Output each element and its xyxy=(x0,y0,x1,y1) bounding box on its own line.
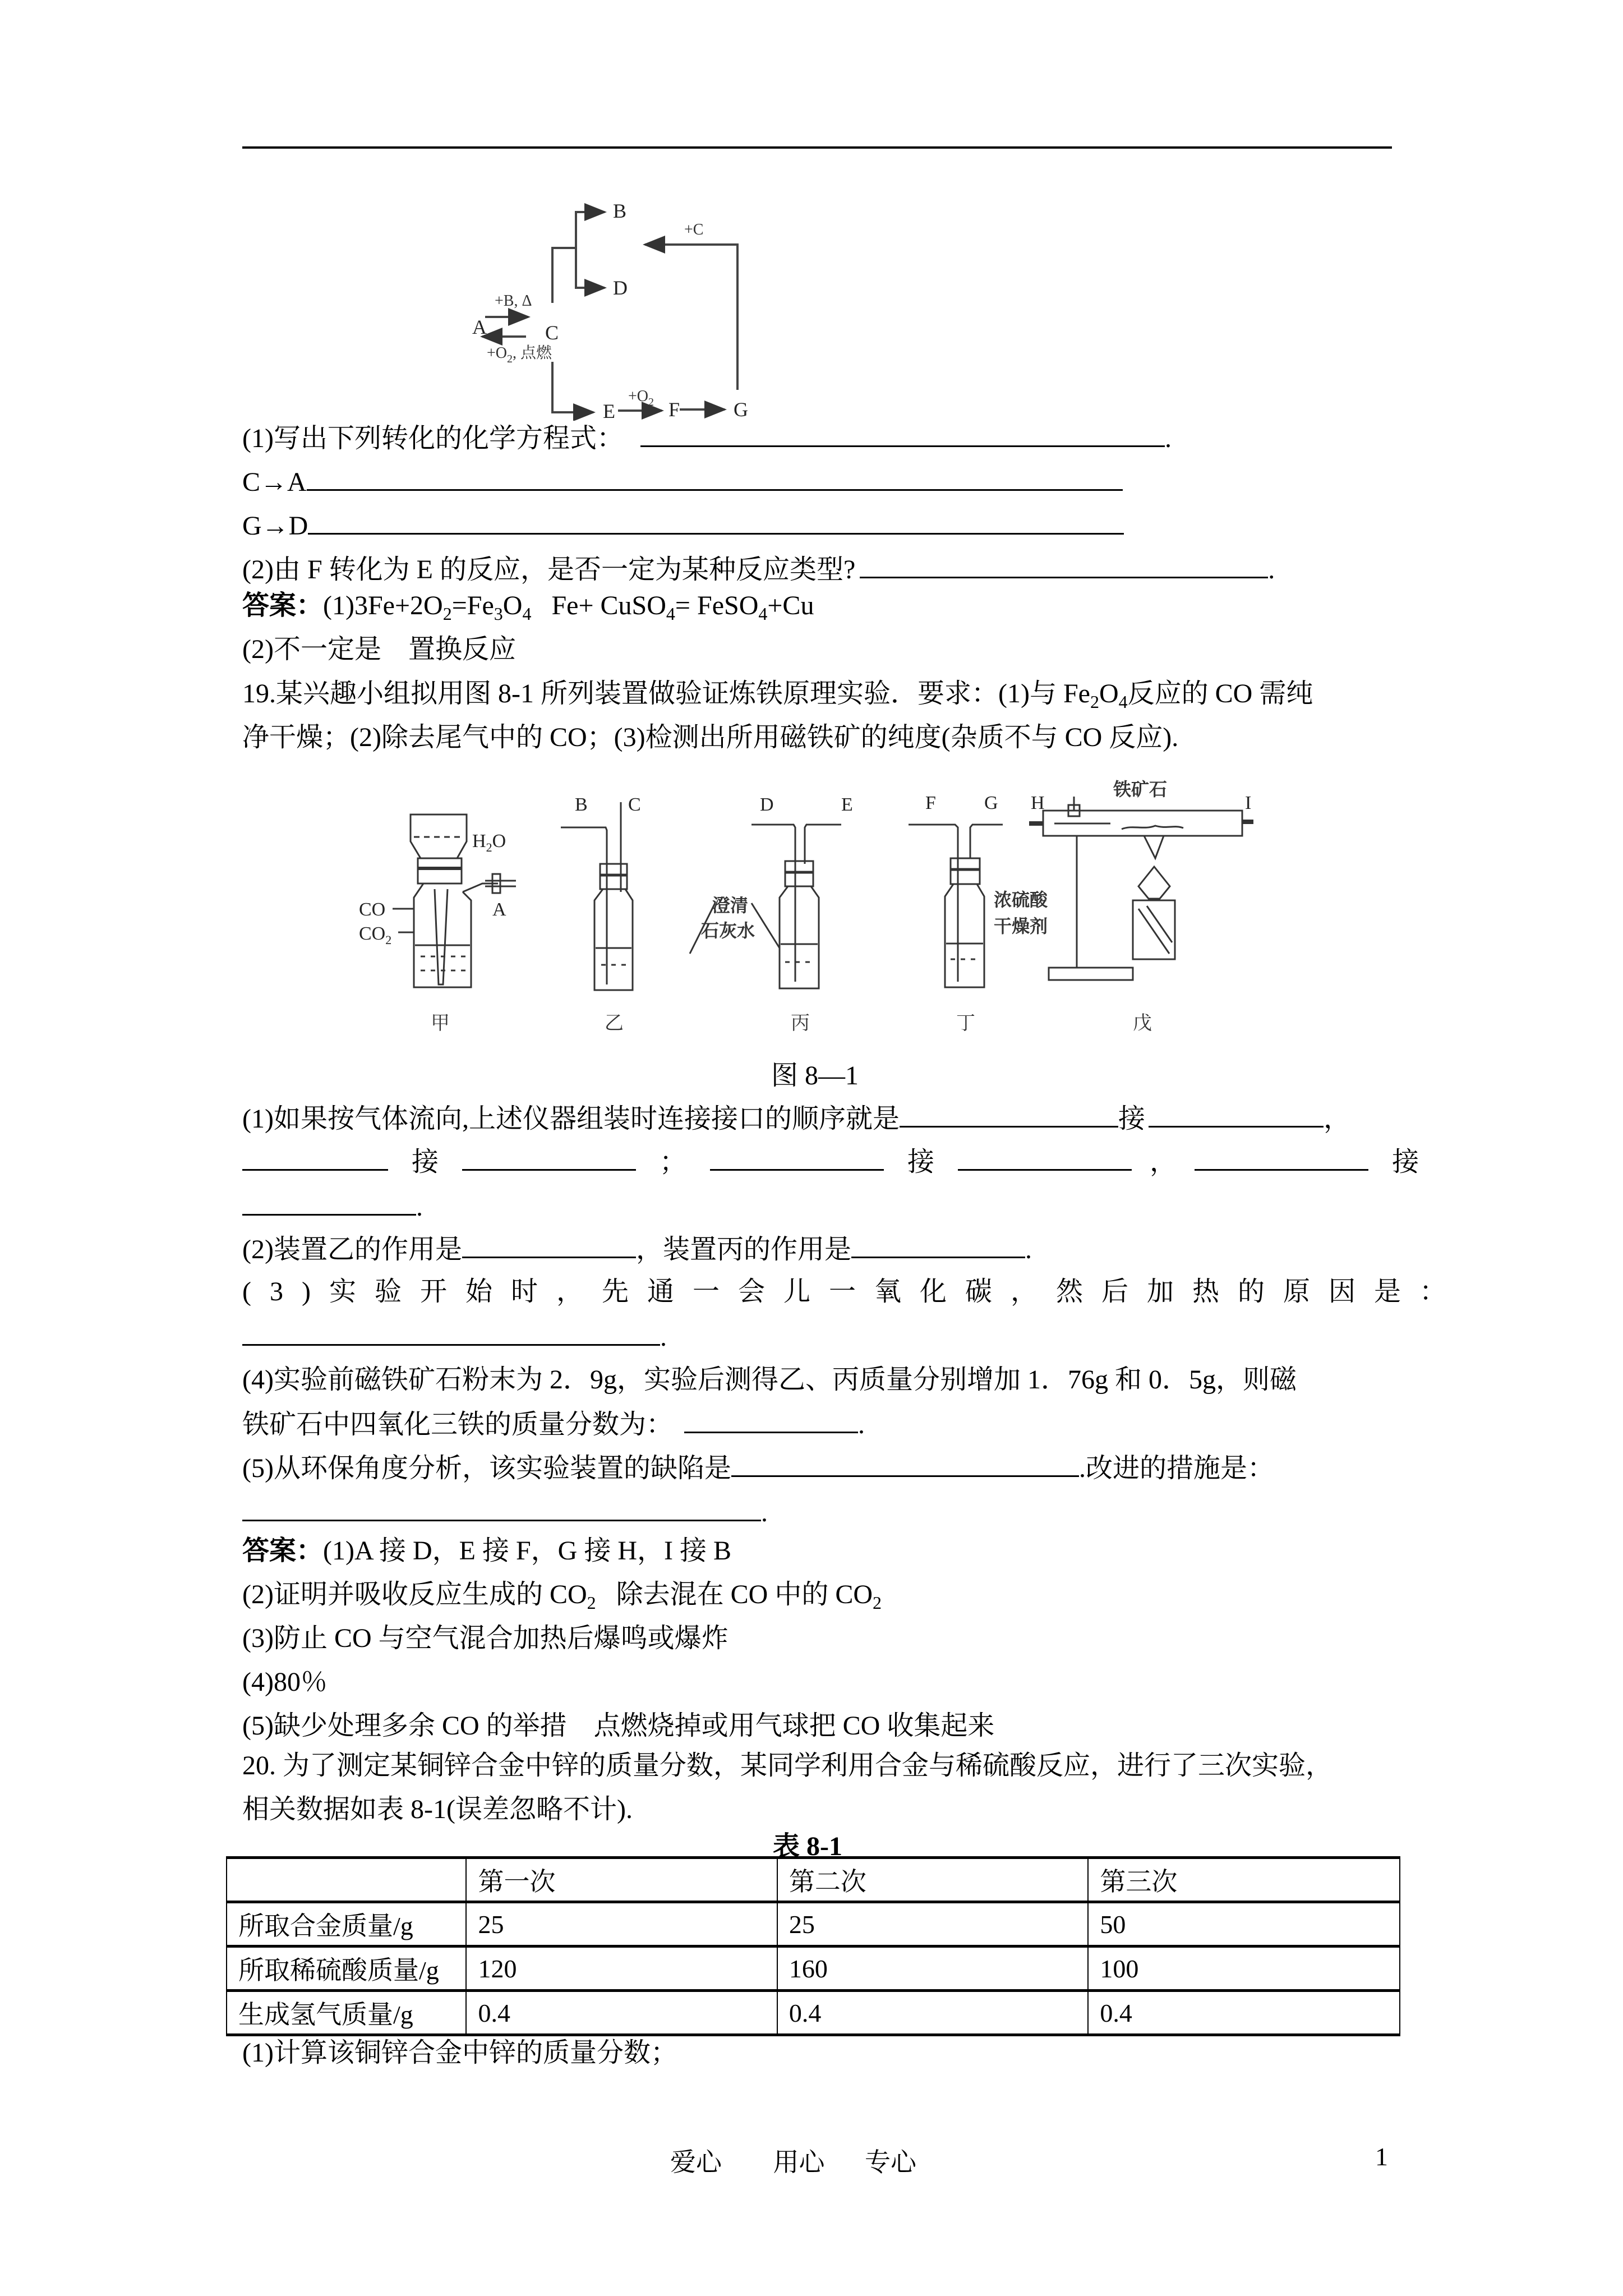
answer-blank[interactable] xyxy=(242,1495,761,1521)
q20-intro-2: 相关数据如表 8-1(误差忽略不计). xyxy=(242,1795,633,1824)
q19-answer-4: (4)80％ xyxy=(242,1667,328,1697)
arrow-c-to-e xyxy=(552,362,593,412)
q18-answer-2: (2)不一定是 置换反应 xyxy=(242,634,516,664)
footer-motto: 爱心 用心 专心 xyxy=(670,2148,916,2177)
q19-part5: (5)从环保角度分析，该实验装置的缺陷是 .改进的措施是： xyxy=(242,1451,1274,1485)
q19-part1-end: . xyxy=(242,1189,423,1224)
table-row xyxy=(227,1991,1400,2035)
answer-blank[interactable] xyxy=(242,1189,416,1216)
answer-label: 答案： xyxy=(242,591,324,620)
page-number: 1 xyxy=(1375,2142,1388,2171)
answer-blank[interactable] xyxy=(242,1319,660,1346)
table-cell: 50 xyxy=(1088,1902,1400,1947)
label-iron-ore: 铁矿石 xyxy=(1113,779,1168,799)
apparatus-yi xyxy=(561,802,633,990)
label-plus-c: +C xyxy=(684,221,704,238)
label-port-h: H xyxy=(1031,793,1045,813)
answer-blank[interactable] xyxy=(851,1232,1025,1258)
label-port-b: B xyxy=(575,794,588,815)
label-acid-1: 浓硫酸 xyxy=(994,890,1048,910)
table-cell: 0.4 xyxy=(777,1991,1088,2035)
line-c-up xyxy=(552,248,576,303)
label-port-a: A xyxy=(492,899,506,920)
label-lime-water-2: 石灰水 xyxy=(701,921,755,941)
table-header-cell: 第一次 xyxy=(466,1858,777,1902)
answer-blank[interactable] xyxy=(860,552,1268,578)
q19-answer-1: 答案：(1)A 接 D，E 接 F，G 接 H，I 接 B xyxy=(242,1536,732,1566)
answer-blank[interactable] xyxy=(731,1451,1079,1477)
node-a: A xyxy=(472,316,487,338)
q19-part5-blank: . xyxy=(242,1495,768,1530)
table-cell: 0.4 xyxy=(466,1991,777,2035)
answer-blank[interactable] xyxy=(958,1144,1132,1171)
label-port-g: G xyxy=(984,793,998,813)
table-row xyxy=(227,1947,1400,1991)
q19-part1-cont: 接 ； 接 ， 接 xyxy=(242,1144,1419,1179)
q18-g-to-d: G→D xyxy=(242,508,1124,543)
q19-answer-2: (2)证明并吸收反应生成的 $CO_2$ 除去混在 CO 中的 $CO_2$ xyxy=(242,1580,882,1613)
table-header-cell xyxy=(227,1858,466,1902)
node-f: F xyxy=(668,398,680,421)
table-header-cell: 第三次 xyxy=(1088,1858,1400,1902)
label-wu: 戊 xyxy=(1133,1013,1152,1034)
q19-part3: (3)实验开始时，先通一会儿一氧化碳，然后加热的原因是： xyxy=(242,1277,1465,1306)
q19-answer-3: (3)防止 CO 与空气混合加热后爆鸣或爆炸 xyxy=(242,1623,728,1653)
q18-part2: (2)由 F 转化为 E 的反应，是否一定为某种反应类型? . xyxy=(242,552,1275,587)
q19-part1: (1)如果按气体流向,上述仪器组装时连接接口的顺序就是 接 ， xyxy=(242,1101,1350,1136)
label-ding: 丁 xyxy=(956,1013,975,1034)
q18-answer-1: 答案：$(1)3Fe+2O_2=Fe_3O_4$ Fe+ CuSO$_4$= FeSO$_4$+Cu xyxy=(242,591,814,624)
answer-blank[interactable] xyxy=(684,1407,858,1433)
q20-intro-1: 20. 为了测定某铜锌合金中锌的质量分数，某同学利用合金与稀硫酸反应，进行了三次实验， xyxy=(242,1751,1333,1780)
table-header-row xyxy=(227,1858,1400,1902)
node-e: E xyxy=(603,400,615,421)
q19-intro-2: 净干燥；(2)除去尾气中的 CO；(3)检测出所用磁铁矿的纯度(杂质不与 CO 反应). xyxy=(242,723,1179,752)
label-plus-o2: $+O_2$ xyxy=(628,388,654,408)
answer-blank[interactable] xyxy=(710,1144,884,1171)
label-yi: 乙 xyxy=(605,1013,624,1034)
figure-caption: 图 8—1 xyxy=(771,1061,859,1091)
q19-part3-blank: . xyxy=(242,1319,667,1354)
q18-part1: (1)写出下列转化的化学方程式： . xyxy=(242,421,1172,455)
label-jia: 甲 xyxy=(431,1013,450,1034)
answer-blank[interactable] xyxy=(308,508,1124,535)
node-c: C xyxy=(545,321,559,344)
answer-blank[interactable] xyxy=(307,464,1123,491)
table-cell: 25 xyxy=(466,1902,777,1947)
table-cell: 120 xyxy=(466,1947,777,1991)
q19-part4-cont: 铁矿石中四氧化三铁的质量分数为： . xyxy=(242,1407,865,1442)
label-co2: $CO_2$ xyxy=(359,923,392,947)
table-row xyxy=(227,1902,1400,1947)
answer-blank[interactable] xyxy=(640,421,1165,447)
apparatus-figure xyxy=(348,774,1318,1043)
label-plus-o2-ignite: $+O_2$, 点燃 xyxy=(487,344,552,365)
answer-blank[interactable] xyxy=(462,1232,636,1258)
label-lime-water-1: 澄清 xyxy=(712,895,749,915)
node-b: B xyxy=(613,200,627,222)
label-co: CO xyxy=(359,899,386,920)
table-cell: 100 xyxy=(1088,1947,1400,1991)
table-cell: 25 xyxy=(777,1902,1088,1947)
arrow-c-to-d xyxy=(576,248,605,288)
answer-blank[interactable] xyxy=(1195,1144,1368,1171)
table-header-cell: 第二次 xyxy=(777,1858,1088,1902)
label-port-i: I xyxy=(1245,793,1252,813)
answer-label: 答案： xyxy=(242,1536,324,1566)
answer-blank[interactable] xyxy=(1149,1101,1324,1128)
label-port-e: E xyxy=(841,794,853,815)
table-row-label: 所取稀硫酸质量/g xyxy=(227,1947,466,1991)
data-table xyxy=(226,1856,1400,2036)
label-port-f: F xyxy=(925,793,936,813)
label-acid-2: 干燥剂 xyxy=(994,916,1048,936)
label-port-c: C xyxy=(628,794,641,815)
q19-intro-1: 19.某兴趣小组拟用图 8-1 所列装置做验证炼铁原理实验．要求：(1)与 $Fe_2O_4$反应的 CO 需纯 xyxy=(242,679,1313,712)
q18-c-to-a: C→A xyxy=(242,464,1123,499)
q19-answer-5: (5)缺少处理多余 CO 的举措 点燃烧掉或用气球把 CO 收集起来 xyxy=(242,1711,995,1741)
label-port-d: D xyxy=(760,794,774,815)
arrow-c-to-b xyxy=(576,212,605,248)
table-cell: 0.4 xyxy=(1088,1991,1400,2035)
answer-blank[interactable] xyxy=(462,1144,636,1171)
table-title: 表 8-1 xyxy=(773,1832,842,1861)
q19-part4: (4)实验前磁铁矿石粉末为 2．9g，实验后测得乙、丙质量分别增加 1．76g 和 0．5g，则磁 xyxy=(242,1365,1297,1395)
node-d: D xyxy=(613,277,628,299)
label-h2o: $H_2O$ xyxy=(472,831,506,854)
table-row-label: 所取合金质量/g xyxy=(227,1902,466,1947)
q20-part1: (1)计算该铜锌合金中锌的质量分数； xyxy=(242,2038,677,2068)
label-bing: 丙 xyxy=(791,1013,810,1034)
table-row-label: 生成氢气质量/g xyxy=(227,1991,466,2035)
arrow-g-to-c xyxy=(645,245,737,390)
label-plus-b-heat: +B, Δ xyxy=(495,292,532,310)
header-rule xyxy=(242,146,1392,149)
answer-blank[interactable] xyxy=(242,1144,388,1171)
table-cell: 160 xyxy=(777,1947,1088,1991)
node-g: G xyxy=(734,398,748,421)
answer-blank[interactable] xyxy=(900,1101,1118,1128)
q19-part2: (2)装置乙的作用是 ，装置丙的作用是 . xyxy=(242,1232,1032,1267)
reaction-diagram xyxy=(460,180,1166,421)
